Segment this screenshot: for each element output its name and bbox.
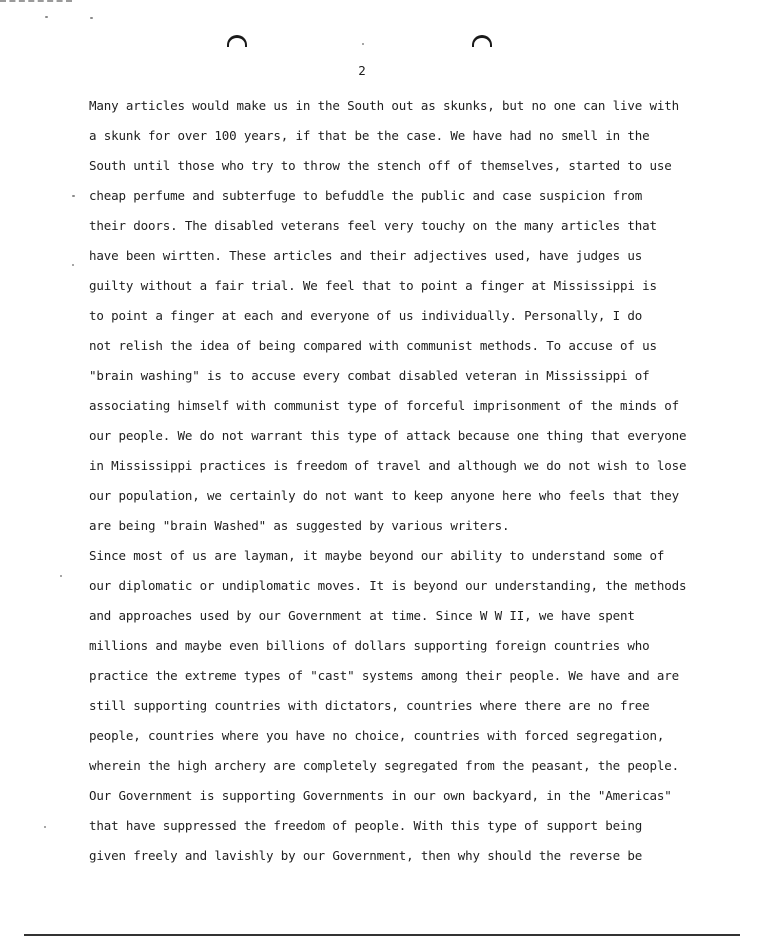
scan-speck [45,16,48,18]
text-line: guilty without a fair trial. We feel that to point a finger at Mississippi is [89,278,657,293]
text-line: South until those who try to throw the stench off of themselves, started to use [89,158,672,173]
text-line: have been wirtten. These articles and their adjectives used, have judges us [89,248,643,263]
scan-speck [72,195,75,197]
scan-speck [362,43,364,45]
binder-hole-mark [472,35,492,47]
text-line: millions and maybe even billions of dollars supporting foreign countries who [89,638,650,653]
page-number: 2 [358,63,366,78]
scan-speck [60,575,62,577]
text-line: in Mississippi practices is freedom of travel and although we do not wish to lose [89,458,687,473]
scan-speck [44,826,46,828]
text-line: "brain washing" is to accuse every combat disabled veteran in Mississippi of [89,368,650,383]
text-line: our diplomatic or undiplomatic moves. It is beyond our understanding, the methods [89,578,687,593]
text-line: and approaches used by our Government at time. Since W W II, we have spent [89,608,635,623]
text-line: Our Government is supporting Governments in our own backyard, in the "Americas" [89,788,672,803]
scan-edge-mark [0,0,72,6]
text-line: our people. We do not warrant this type of attack because one thing that everyone [89,428,687,443]
binder-hole-mark [227,35,247,47]
body-text [89,91,721,871]
scan-speck [90,17,93,19]
text-line: our population, we certainly do not want to keep anyone here who feels that they [89,488,680,503]
text-line: Many articles would make us in the South out as skunks, but no one can live with [89,98,680,113]
text-line: that have suppressed the freedom of people. With this type of support being [89,818,643,833]
page-bottom-rule [24,934,740,936]
text-line: not relish the idea of being compared with communist methods. To accuse of us [89,338,657,353]
text-line: wherein the high archery are completely segregated from the peasant, the people. [89,758,680,773]
text-line: associating himself with communist type of forceful imprisonment of the minds of [89,398,680,413]
text-line: people, countries where you have no choice, countries with forced segregation, [89,728,665,743]
text-line: cheap perfume and subterfuge to befuddle the public and case suspicion from [89,188,643,203]
text-line: given freely and lavishly by our Government, then why should the reverse be [89,848,643,863]
text-line: still supporting countries with dictators, countries where there are no free [89,698,650,713]
text-line: to point a finger at each and everyone of us individually. Personally, I do [89,308,643,323]
text-line: their doors. The disabled veterans feel very touchy on the many articles that [89,218,657,233]
text-line: are being "brain Washed" as suggested by various writers. [89,518,510,533]
text-line: a skunk for over 100 years, if that be the case. We have had no smell in the [89,128,650,143]
text-line: Since most of us are layman, it maybe beyond our ability to understand some of [89,548,665,563]
scan-speck [72,264,74,266]
text-line: practice the extreme types of "cast" systems among their people. We have and are [89,668,680,683]
